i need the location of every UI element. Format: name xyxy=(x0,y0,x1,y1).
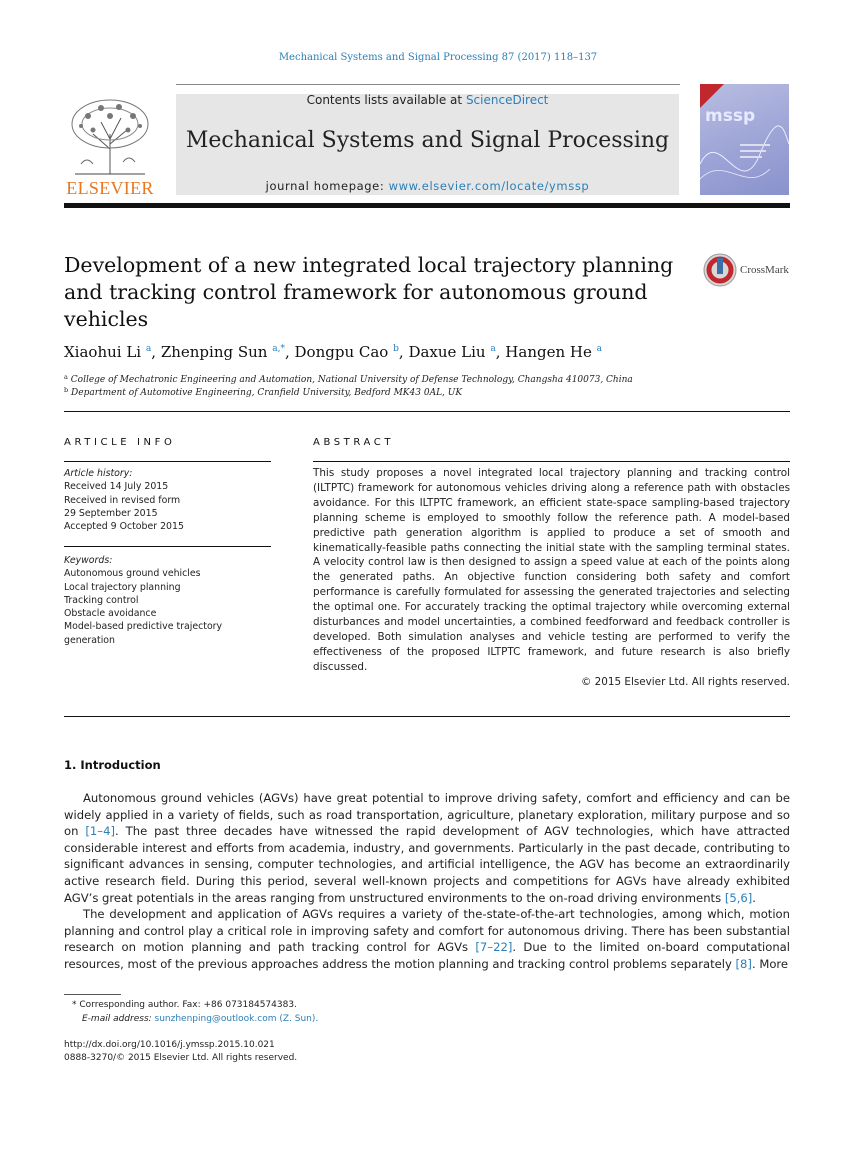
header-rule xyxy=(176,84,680,85)
section-heading-introduction: 1. Introduction xyxy=(64,758,161,772)
author-list: Xiaohui Li $^a$, Zhenping Sun $^{a,*}$, Dongpu Cao $^b$, Daxue Liu $^a$, Hangen He $^a$ xyxy=(64,343,603,361)
text-run: Autonomous ground vehicles (AGVs) have great potential to improve driving safety, comfort and efficiency and can be widely applied in a variety of fields, such as road transportation, agriculture, planetary exploration, military purpose and so on xyxy=(64,791,790,839)
keyword: Local trajectory planning xyxy=(64,581,181,593)
text-run: The development and application of AGVs requires a variety of the-state-of-the-art technologies, among which, motion planning and control play a critical role in improving safety and comfort for autonomous driving. There has been substantial research on motion planning and path tracking control for AGVs xyxy=(64,907,790,955)
contents-prefix: Contents lists available at xyxy=(306,93,466,107)
history-item: Received in revised form xyxy=(64,494,181,506)
journal-reference[interactable]: Mechanical Systems and Signal Processing 87 (2017) 118–137 xyxy=(278,52,598,63)
journal-cover-thumbnail xyxy=(700,84,789,195)
keyword: Obstacle avoidance xyxy=(64,608,157,620)
article-info-heading: ARTICLE INFO xyxy=(64,437,176,448)
affil-mark[interactable]: a xyxy=(145,344,152,354)
keyword: Model-based predictive trajectory xyxy=(64,621,223,633)
citation-link[interactable]: [1–4] xyxy=(85,824,116,839)
affiliation-text: Department of Automotive Engineering, Cranfield University, Bedford MK43 0AL, UK xyxy=(71,388,463,398)
affil-mark[interactable]: a xyxy=(490,344,496,354)
article-title: Development of a new integrated local trajectory planning and tracking control framework for autonomous ground vehicles xyxy=(64,253,674,331)
keywords-rule xyxy=(64,546,271,547)
keyword: Tracking control xyxy=(64,594,139,606)
corresponding-author-note xyxy=(72,1000,297,1010)
elsevier-wordmark: ELSEVIER xyxy=(66,178,154,198)
citation-link[interactable]: [7–22] xyxy=(475,940,513,955)
affiliation-a xyxy=(64,373,633,385)
keywords-label: Keywords: xyxy=(64,555,113,566)
homepage-link[interactable]: www.elsevier.com/locate/ymssp xyxy=(388,179,590,193)
crossmark-label: CrossMark xyxy=(740,264,789,276)
text-run: . xyxy=(752,890,756,905)
abstract-copyright: © 2015 Elsevier Ltd. All rights reserved. xyxy=(580,676,790,688)
introduction-body xyxy=(64,790,790,973)
abstract-rule xyxy=(313,461,790,462)
email-label: E-mail address: xyxy=(82,1014,155,1024)
affil-mark: a xyxy=(64,373,68,381)
asterisk-mark: * xyxy=(72,1000,80,1010)
paragraph xyxy=(64,906,790,972)
issn-copyright: 0888-3270/© 2015 Elsevier Ltd. All rights reserved. xyxy=(64,1053,298,1063)
text-run: . More xyxy=(751,956,789,971)
text-run: . The past three decades have witnessed the rapid development of AGV technologies, which have attracted considerable interest and efforts from academia, industry, and governments. Particularly in the past decade, contributing to significant advances in sensing, computer technologies, and artificial intelligence, the AGV has become an extraordinarily active research field. During this period, several well-known projects and competitions for AGVs have already exhibited AGV’s great potentials in the areas ranging from unstructured environments to the on-road driving environments xyxy=(64,824,790,905)
affil-mark[interactable]: a xyxy=(596,344,603,354)
article-history xyxy=(64,467,271,533)
footnote-text: Corresponding author. Fax: +86 073184574383. xyxy=(79,1000,297,1010)
email-note xyxy=(82,1014,318,1024)
email-link[interactable]: sunzhenping@outlook.com (Z. Sun). xyxy=(154,1014,319,1024)
contents-availability xyxy=(176,93,679,107)
keyword: Autonomous ground vehicles xyxy=(64,568,201,580)
history-label: Article history: xyxy=(64,468,133,479)
affiliation-text: College of Mechatronic Engineering and Automation, National University of Defense Technology, Changsha 410073, China xyxy=(70,375,633,385)
citation-link[interactable]: [8] xyxy=(735,956,752,971)
author[interactable]: Daxue Liu xyxy=(408,343,486,361)
author[interactable]: Dongpu Cao xyxy=(294,343,389,361)
abstract-heading: ABSTRACT xyxy=(313,437,395,448)
history-item: Received 14 July 2015 xyxy=(64,481,169,493)
cover-title: mssp xyxy=(705,106,756,126)
author[interactable]: Zhenping Sun xyxy=(160,343,268,361)
journal-homepage xyxy=(176,179,679,193)
article-info-rule xyxy=(64,461,271,462)
homepage-prefix: journal homepage: xyxy=(265,179,389,193)
abstract-body: This study proposes a novel integrated local trajectory planning and tracking control (ILTPTC) framework for autonomous vehicles driving along a reference path with obstacles avoidance. For this ILTPTC framework, an efficient state-space sampling-based trajectory planning scheme is employed to smoothly follow the reference path. A model-based predictive path generation algorithm is applied to produce a set of smooth and kinematically-feasible paths connecting the initial state with the sampling terminal states. A velocity control law is then designed to assign a speed value at each of the points along the generated paths. An objective function considering both safety and comfort performance is carefully formulated for assessing the generated trajectories and selecting the optimal one. For accurately tracking the optimal trajectory while overcoming external disturbances and model uncertainties, a combined feedforward and feedback controller is developed. Both simulation analyses and vehicle testing are performed to verify the effectiveness of the proposed ILTPTC framework, and future research is also briefly discussed. xyxy=(313,467,790,673)
citation-link[interactable]: [5,6] xyxy=(724,890,753,905)
history-item: Accepted 9 October 2015 xyxy=(64,521,184,533)
title-divider xyxy=(64,411,790,412)
keywords xyxy=(64,554,271,647)
author[interactable]: Hangen He xyxy=(505,343,592,361)
affil-mark: b xyxy=(64,386,69,394)
journal-title: Mechanical Systems and Signal Processing xyxy=(185,128,670,153)
affil-mark[interactable]: a,* xyxy=(272,344,285,354)
abstract-divider xyxy=(64,716,790,717)
sciencedirect-link[interactable]: ScienceDirect xyxy=(465,93,549,107)
history-item: 29 September 2015 xyxy=(64,507,158,519)
author[interactable]: Xiaohui Li xyxy=(64,343,142,361)
doi-link[interactable]: http://dx.doi.org/10.1016/j.ymssp.2015.10.021 xyxy=(64,1040,275,1050)
header-thick-rule xyxy=(64,203,790,208)
footnote-rule xyxy=(64,994,121,995)
crossmark-icon xyxy=(702,252,738,288)
keyword: generation xyxy=(64,634,115,646)
text-run: . Due to the limited on-board computational resources, most of the previous approaches address the motion planning and tracking control problems separately xyxy=(64,940,790,971)
affiliation-b xyxy=(64,386,462,398)
paragraph xyxy=(64,790,790,906)
affil-mark[interactable]: b xyxy=(393,344,399,354)
